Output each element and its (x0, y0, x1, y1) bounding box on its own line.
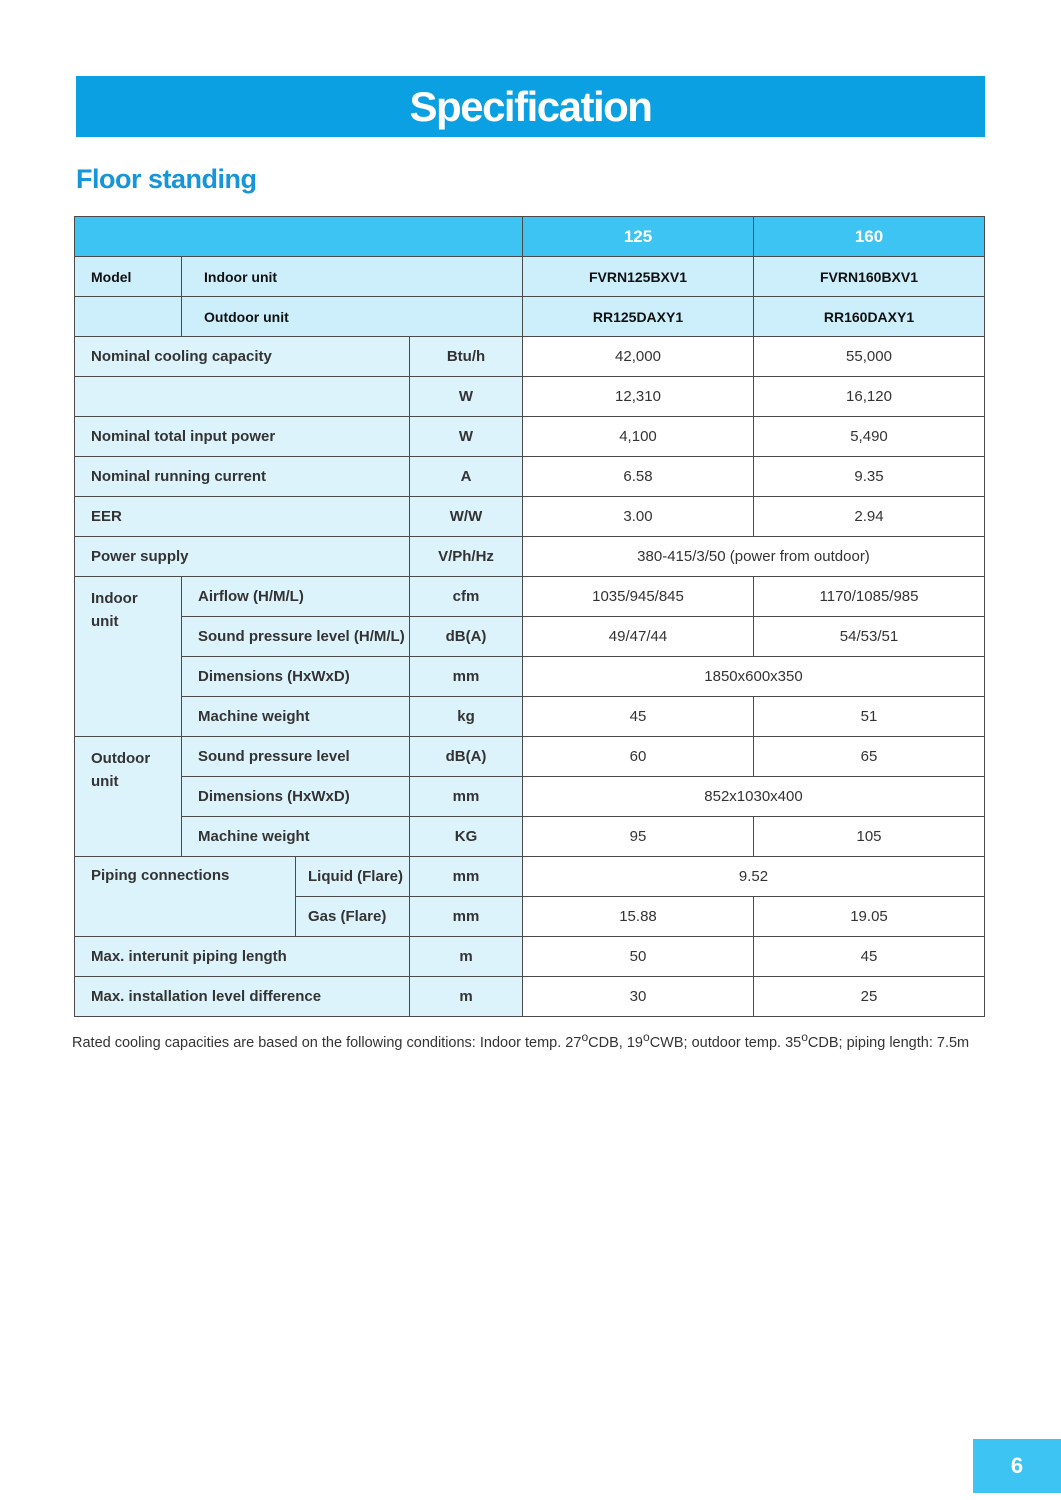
row-label: Airflow (H/M/L) (182, 577, 410, 617)
spec-table (74, 216, 985, 1017)
row-label: Gas (Flare) (296, 897, 410, 937)
outdoor-model-160: RR160DAXY1 (754, 297, 985, 337)
merged-value-cell: 9.52 (523, 857, 985, 897)
unit-cell: KG (410, 817, 523, 857)
row-label: Sound pressure level (H/M/L) (182, 617, 410, 657)
value-cell: 42,000 (523, 337, 754, 377)
header-row (75, 217, 985, 257)
unit-cell: mm (410, 777, 523, 817)
outdoor-weight-row (75, 817, 985, 857)
degree-symbol: o (581, 1030, 589, 1044)
unit-cell: V/Ph/Hz (410, 537, 523, 577)
unit-cell: cfm (410, 577, 523, 617)
value-cell: 105 (754, 817, 985, 857)
value-cell: 60 (523, 737, 754, 777)
unit-cell: dB(A) (410, 737, 523, 777)
unit-cell: mm (410, 897, 523, 937)
value-cell: 16,120 (754, 377, 985, 417)
row-label: Max. interunit piping length (75, 937, 410, 977)
page-title: Specification (409, 82, 652, 130)
group-label-line: unit (91, 773, 119, 790)
column-header-125: 125 (523, 217, 754, 257)
model-label: Model (75, 257, 182, 297)
footnote-text: CDB; piping length: 7.5m (807, 1034, 970, 1051)
model-outdoor-row (75, 297, 985, 337)
row-label: Nominal total input power (75, 417, 410, 457)
value-cell: 65 (754, 737, 985, 777)
max-level-row (75, 977, 985, 1017)
page-number-box (973, 1439, 1061, 1493)
footnote-text: CDB, 19 (588, 1034, 643, 1051)
value-cell: 95 (523, 817, 754, 857)
unit-cell: W (410, 377, 523, 417)
unit-cell: A (410, 457, 523, 497)
indoor-weight-row (75, 697, 985, 737)
outdoor-dimensions-row (75, 777, 985, 817)
outdoor-unit-label: Outdoor unit (182, 297, 523, 337)
column-header-160: 160 (754, 217, 985, 257)
value-cell: 54/53/51 (754, 617, 985, 657)
header-banner (76, 76, 985, 137)
unit-cell: mm (410, 657, 523, 697)
value-cell: 45 (523, 697, 754, 737)
cooling-blank-cell (75, 377, 410, 417)
power-supply-row (75, 537, 985, 577)
page-number: 6 (1010, 1453, 1024, 1478)
footnote-text: Rated cooling capacities are based on the following conditions: Indoor temp. 27 (72, 1034, 582, 1051)
unit-cell: W (410, 417, 523, 457)
section-title: Floor standing (76, 164, 257, 194)
row-label: Power supply (75, 537, 410, 577)
outdoor-unit-group-label (75, 737, 182, 857)
row-label: EER (75, 497, 410, 537)
indoor-unit-group-label (75, 577, 182, 737)
value-cell: 15.88 (523, 897, 754, 937)
max-length-row (75, 937, 985, 977)
unit-cell: Btu/h (410, 337, 523, 377)
piping-connections-label: Piping connections (75, 857, 296, 937)
value-cell: 12,310 (523, 377, 754, 417)
cooling-capacity-label: Nominal cooling capacity (75, 337, 410, 377)
value-cell: 51 (754, 697, 985, 737)
indoor-model-125: FVRN125BXV1 (523, 257, 754, 297)
unit-cell: m (410, 977, 523, 1017)
row-label: Nominal running current (75, 457, 410, 497)
value-cell: 25 (754, 977, 985, 1017)
row-label: Dimensions (HxWxD) (182, 657, 410, 697)
cooling-btu-row (75, 337, 985, 377)
indoor-airflow-row (75, 577, 985, 617)
degree-symbol: o (642, 1030, 650, 1044)
indoor-dimensions-row (75, 657, 985, 697)
merged-value-cell: 1850x600x350 (523, 657, 985, 697)
value-cell: 3.00 (523, 497, 754, 537)
value-cell: 19.05 (754, 897, 985, 937)
indoor-model-160: FVRN160BXV1 (754, 257, 985, 297)
model-blank-cell (75, 297, 182, 337)
row-label: Machine weight (182, 817, 410, 857)
row-label: Max. installation level difference (75, 977, 410, 1017)
outdoor-model-125: RR125DAXY1 (523, 297, 754, 337)
group-label-line: unit (91, 613, 119, 630)
row-label: Liquid (Flare) (296, 857, 410, 897)
value-cell: 50 (523, 937, 754, 977)
group-label-line: Outdoor (91, 750, 151, 767)
value-cell: 45 (754, 937, 985, 977)
value-cell: 1170/1085/985 (754, 577, 985, 617)
degree-symbol: o (801, 1030, 808, 1044)
header-blank-cell (75, 217, 523, 257)
cooling-w-row (75, 377, 985, 417)
group-label-line: Indoor (91, 590, 138, 607)
footnote-text: CWB; outdoor temp. 35 (649, 1034, 802, 1051)
value-cell: 4,100 (523, 417, 754, 457)
eer-row (75, 497, 985, 537)
value-cell: 6.58 (523, 457, 754, 497)
value-cell: 55,000 (754, 337, 985, 377)
unit-cell: m (410, 937, 523, 977)
indoor-sound-row (75, 617, 985, 657)
row-label: Dimensions (HxWxD) (182, 777, 410, 817)
unit-cell: mm (410, 857, 523, 897)
current-row (75, 457, 985, 497)
outdoor-sound-row (75, 737, 985, 777)
row-label: Sound pressure level (182, 737, 410, 777)
row-label: Machine weight (182, 697, 410, 737)
merged-value-cell: 852x1030x400 (523, 777, 985, 817)
value-cell: 9.35 (754, 457, 985, 497)
unit-cell: dB(A) (410, 617, 523, 657)
indoor-unit-label: Indoor unit (182, 257, 523, 297)
value-cell: 2.94 (754, 497, 985, 537)
unit-cell: W/W (410, 497, 523, 537)
model-indoor-row (75, 257, 985, 297)
unit-cell: kg (410, 697, 523, 737)
input-power-row (75, 417, 985, 457)
merged-value-cell: 380-415/3/50 (power from outdoor) (523, 537, 985, 577)
value-cell: 49/47/44 (523, 617, 754, 657)
value-cell: 30 (523, 977, 754, 1017)
piping-liquid-row (75, 857, 985, 897)
value-cell: 5,490 (754, 417, 985, 457)
footnote (72, 1030, 992, 1051)
value-cell: 1035/945/845 (523, 577, 754, 617)
